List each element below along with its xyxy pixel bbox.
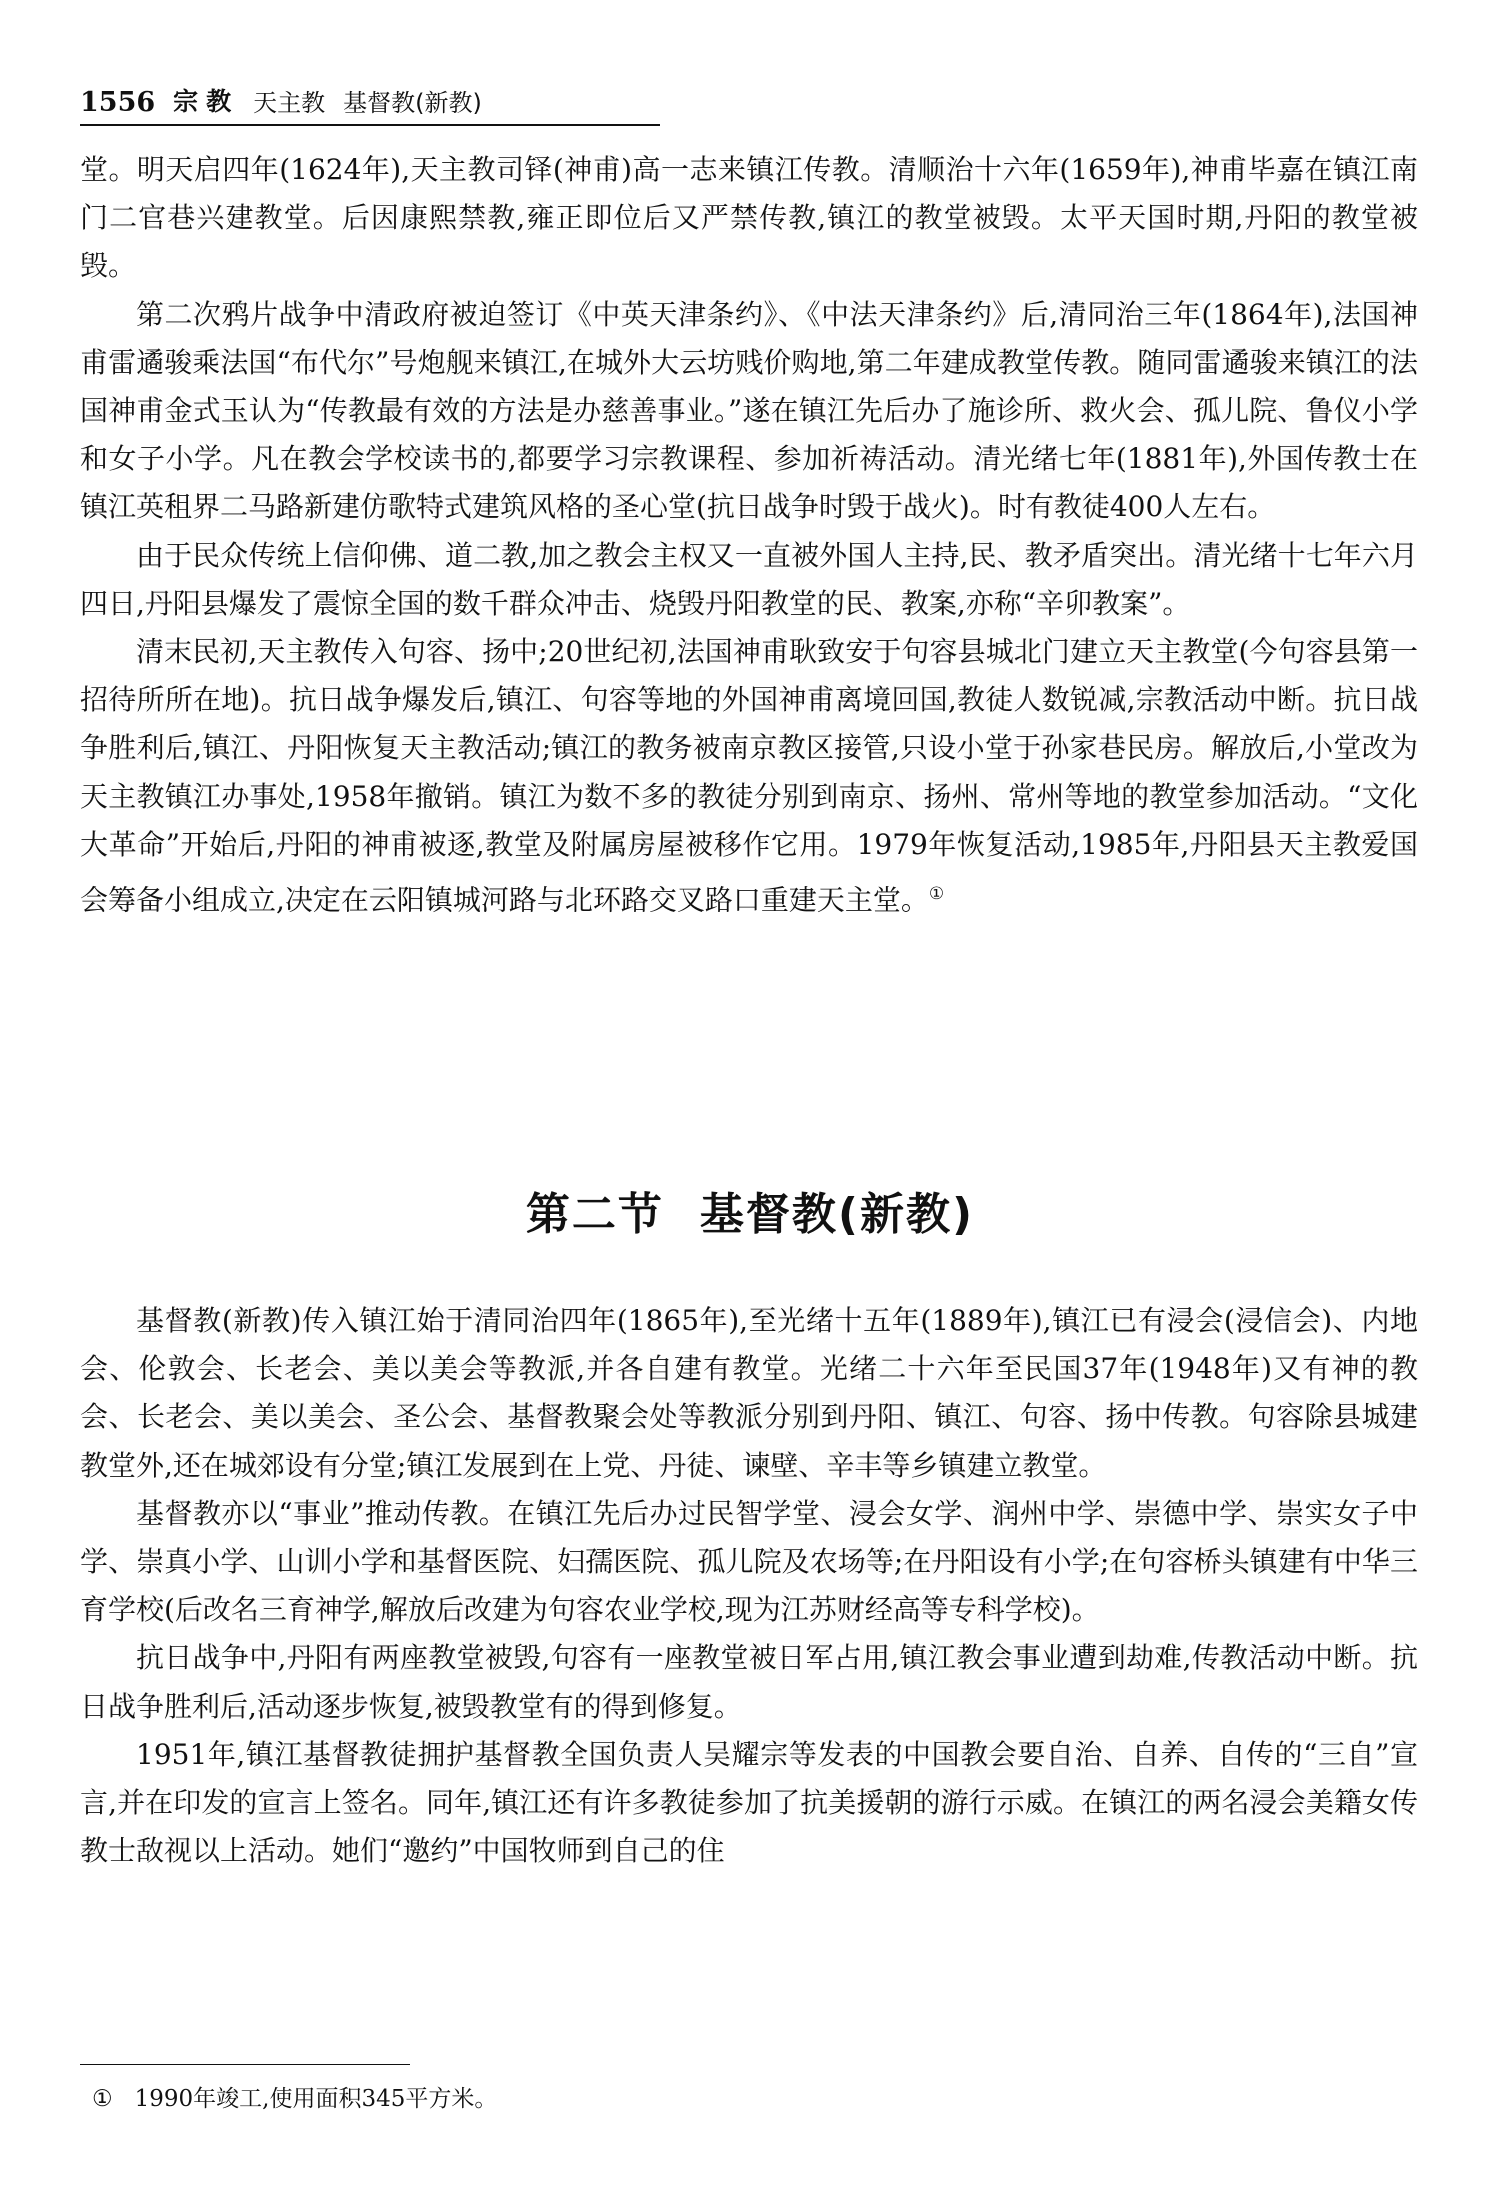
paragraph: 由于民众传统上信仰佛、道二教,加之教会主权又一直被外国人主持,民、教矛盾突出。清光绪十七年六月四日,丹阳县爆发了震惊全国的数千群众冲击、烧毁丹阳教堂的民、教案,亦称“辛卯教案”。 <box>80 538 1418 620</box>
paragraph: 清末民初,天主教传入句容、扬中;20世纪初,法国神甫耿致安于句容县城北门建立天主教堂(今句容县第一招待所所在地)。抗日战争爆发后,镇江、句容等地的外国神甫离境回国,教徒人数锐减,宗教活动中断。抗日战争胜利后,镇江、丹阳恢复天主教活动;镇江的教务被南京教区接管,只设小堂于孙家巷民房。解放后,小堂改为天主教镇江办事处,1958年撤销。镇江为数不多的教徒分别到南京、扬州、常州等地的教堂参加活动。“文化大革命”开始后,丹阳的神甫被逐,教堂及附属房屋被移作它用。1979年恢复活动,1985年,丹阳县天主教爱国会筹备小组成立,决定在云阳镇城河路与北环路交叉路口重建天主堂。① <box>80 635 1418 917</box>
header-section: 宗教 <box>173 87 240 116</box>
page-number: 1556 <box>80 87 156 118</box>
section-title-text: 基督教(新教) <box>699 1189 975 1240</box>
section-heading <box>0 1178 1500 1242</box>
section-number: 第二节 <box>525 1189 664 1240</box>
header-subsection: 天主教 <box>253 89 326 117</box>
footnote-rule <box>80 2064 410 2065</box>
running-header <box>80 74 660 126</box>
paragraph: 第二次鸦片战争中清政府被迫签订《中英天津条约》、《中法天津条约》后,清同治三年(1864年),法国神甫雷遹骏乘法国“布代尔”号炮舰来镇江,在城外大云坊贱价购地,第二年建成教堂传教。随同雷遹骏来镇江的法国神甫金式玉认为“传教最有效的方法是办慈善事业。”遂在镇江先后办了施诊所、救火会、孤儿院、鲁仪小学和女子小学。凡在教会学校读书的,都要学习宗教课程、参加祈祷活动。清光绪七年(1881年),外国传教士在镇江英租界二马路新建仿歌特式建筑风格的圣心堂(抗日战争时毁于战火)。时有教徒400人左右。 <box>80 297 1418 524</box>
paragraph: 1951年,镇江基督教徒拥护基督教全国负责人吴耀宗等发表的中国教会要自治、自养、自传的“三自”宣言,并在印发的宣言上签名。同年,镇江还有许多教徒参加了抗美援朝的游行示威。在镇江的两名浸会美籍女传教士敌视以上活动。她们“邀约”中国牧师到自己的住 <box>80 1737 1418 1868</box>
footnote-mark: ① <box>92 2086 113 2112</box>
paragraph: 堂。明天启四年(1624年),天主教司铎(神甫)高一志来镇江传教。清顺治十六年(1659年),神甫毕嘉在镇江南门二官巷兴建教堂。后因康熙禁教,雍正即位后又严禁传教,镇江的教堂被毁。太平天国时期,丹阳的教堂被毁。 <box>80 153 1418 283</box>
paragraph: 基督教亦以“事业”推动传教。在镇江先后办过民智学堂、浸会女学、润州中学、崇德中学、崇实女子中学、崇真小学、山训小学和基督医院、妇孺医院、孤儿院及农场等;在丹阳设有小学;在句容桥头镇建有中华三育学校(后改名三育神学,解放后改建为句容农业学校,现为江苏财经高等专科学校)。 <box>80 1496 1418 1627</box>
paragraph: 基督教(新教)传入镇江始于清同治四年(1865年),至光绪十五年(1889年),镇江已有浸会(浸信会)、内地会、伦敦会、长老会、美以美会等教派,并各自建有教堂。光绪二十六年至民国37年(1948年)又有神的教会、长老会、美以美会、圣公会、基督教聚会处等教派分别到丹阳、镇江、句容、扬中传教。句容除县城建教堂外,还在城郊设有分堂;镇江发展到在上党、丹徒、谏壁、辛丰等乡镇建立教堂。 <box>80 1304 1418 1482</box>
header-subsection: 基督教(新教) <box>343 89 482 117</box>
footnote-text: 1990年竣工,使用面积345平方米。 <box>134 2086 498 2112</box>
footnote-ref: ① <box>928 883 944 904</box>
footnote <box>92 2083 497 2115</box>
paragraph: 抗日战争中,丹阳有两座教堂被毁,句容有一座教堂被日军占用,镇江教会事业遭到劫难,传教活动中断。抗日战争胜利后,活动逐步恢复,被毁教堂有的得到修复。 <box>80 1641 1418 1723</box>
catholic-text <box>80 146 1418 925</box>
protestant-text <box>80 1297 1418 1875</box>
